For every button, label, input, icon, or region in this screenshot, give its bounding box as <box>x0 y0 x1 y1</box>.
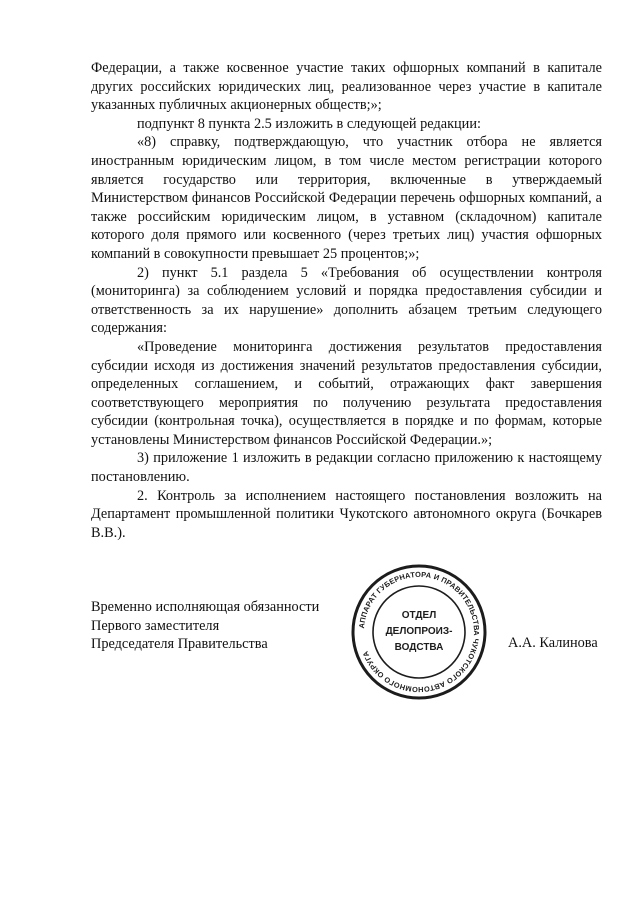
official-stamp <box>349 562 489 702</box>
position-line-3: Председателя Правительства <box>91 636 268 653</box>
position-line-1: Временно исполняющая обязанности <box>91 599 320 615</box>
paragraph-3: «8) справку, подтверждающую, что участник отбора не является иностранным юридическим лицом, в том числе местом регистрации которого является государство или территория, включенные в утверждаемый Министерством финансов Российской Федерации перечень офшорных компаний, а также российским юридическим лицом, в уставном (складочном) капитале которого доля прямого или косвенного (через третьих лиц) участия офшорных компаний в совокупности превышает 25 процентов;»; <box>91 134 602 262</box>
stamp-center-line-2: ДЕЛОПРОИЗ- <box>385 626 453 637</box>
signatory-position <box>91 598 351 654</box>
paragraph-2: подпункт 8 пункта 2.5 изложить в следующей редакции: <box>137 115 481 132</box>
document-body <box>91 59 602 542</box>
paragraph-6: 3) приложение 1 изложить в редакции согласно приложению к настоящему постановлению. <box>91 450 602 486</box>
paragraph-7: 2. Контроль за исполнением настоящего постановления возложить на Департамент промышленной политики Чукотского автономного округа (Бочкарев В.В.). <box>91 487 602 541</box>
position-line-2: Первого заместителя <box>91 617 220 634</box>
paragraph-5: «Проведение мониторинга достижения результатов предоставления субсидии исходя из достижения значений результатов предоставления субсидии, определенных соглашением, и событий, отражающих факт завершения соответствующего мероприятия по получению результата предоставления субсидии (контрольная точка), осуществляется в порядке и по формам, которые установлены Министерством финансов Российской Федерации.»; <box>91 338 602 448</box>
paragraph-4: 2) пункт 5.1 раздела 5 «Требования об осуществлении контроля (мониторинга) за соблюдением условий и порядка предоставления субсидии и ответственность за их нарушение» дополнить абзацем третьим следующего содержания: <box>91 264 602 337</box>
stamp-ring-text: АППАРАТ ГУБЕРНАТОРА И ПРАВИТЕЛЬСТВА ЧУКОТСКОГО АВТОНОМНОГО ОКРУГА <box>357 569 482 695</box>
signer-name: А.А. Калинова <box>508 635 598 651</box>
stamp-center-line-3: ВОДСТВА <box>394 642 444 653</box>
paragraph-1: Федерации, а также косвенное участие таких офшорных компаний в капитале других российских юридических лиц, реализованное через участие в капитале указанных публичных акционерных обществ;»; <box>91 60 602 114</box>
stamp-center-line-1: ОТДЕЛ <box>401 610 437 621</box>
